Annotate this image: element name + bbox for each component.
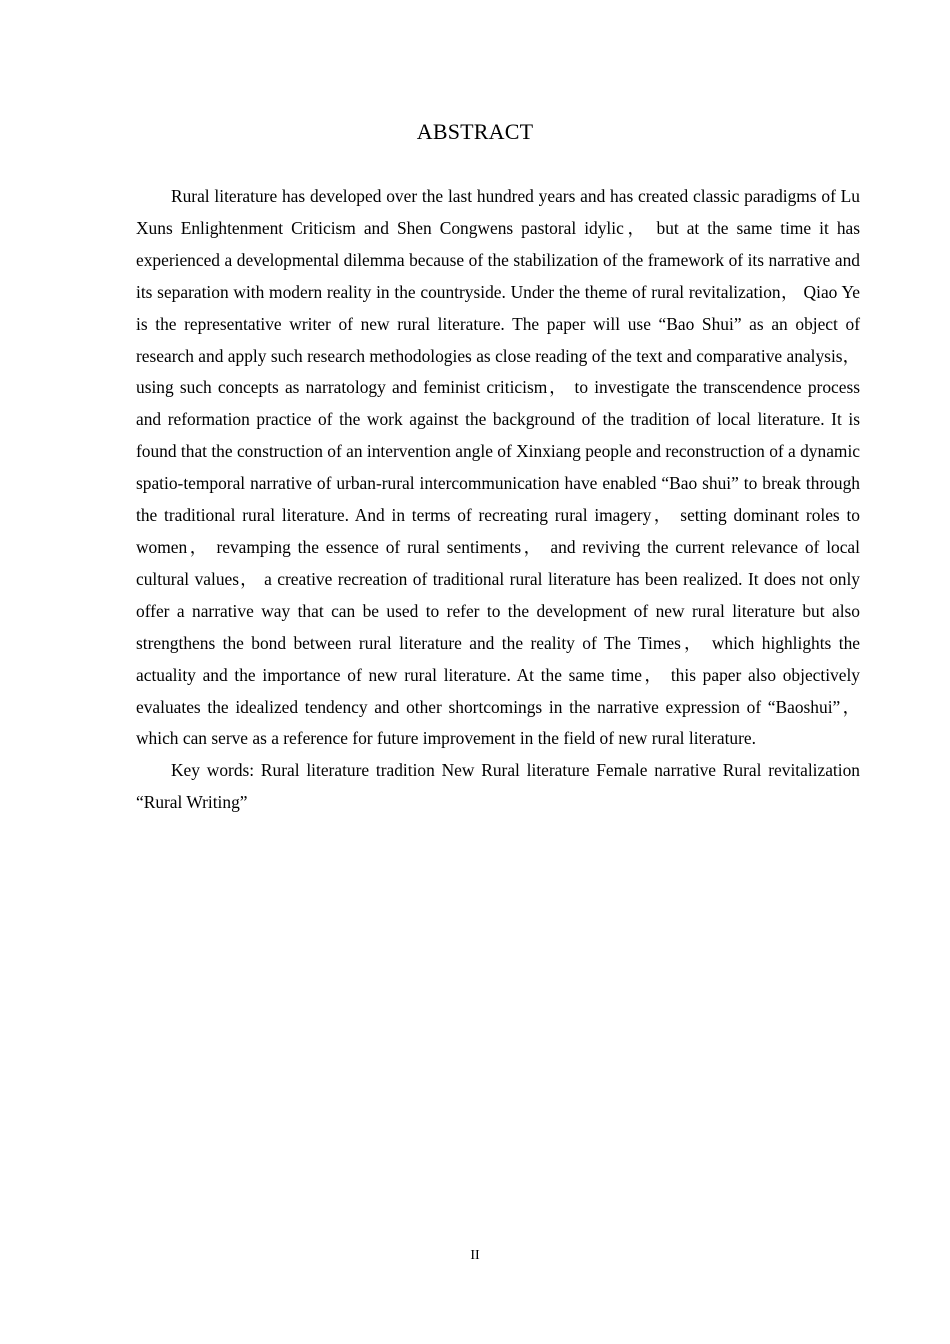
abstract-paragraph: Rural literature has developed over the last hundred years and has created classic paradigms of Lu Xuns Enlightenment Criticism and Shen Congwens pastoral idylic， but at the same time it has experienced a developmental dilemma because of the stabilization of the framework of its narrative and its separation with modern reality in the countryside. Under the theme of rural revitalization， Qiao Ye is the representative writer of new rural literature. The paper will use “Bao Shui” as an object of research and apply such research methodologies as close reading of the text and comparative analysis， using such concepts as narratology and feminist criticism， to investigate the transcendence process and reformation practice of the work against the background of the tradition of local literature. It is found that the construction of an intervention angle of Xinxiang people and reconstruction of a dynamic spatio-temporal narrative of urban-rural intercommunication have enabled “Bao shui” to break through the traditional rural literature. And in terms of recreating rural imagery， setting dominant roles to women， revamping the essence of rural sentiments， and reviving the current relevance of local cultural values， a creative recreation of traditional rural literature has been realized. It does not only offer a narrative way that can be used to refer to the development of new rural literature but also strengthens the bond between rural literature and the reality of The Times， which highlights the actuality and the importance of new rural literature. At the same time， this paper also objectively evaluates the idealized tendency and other shortcomings in the narrative expression of “Baoshui”， which can serve as a reference for future improvement in the field of new rural literature. <box>136 186 860 749</box>
abstract-body <box>136 181 860 819</box>
page-title: ABSTRACT <box>416 119 534 144</box>
page-number: II <box>470 1248 480 1263</box>
keywords-paragraph: Key words: Rural literature tradition New Rural literature Female narrative Rural revitalization “Rural Writing” <box>136 760 860 813</box>
